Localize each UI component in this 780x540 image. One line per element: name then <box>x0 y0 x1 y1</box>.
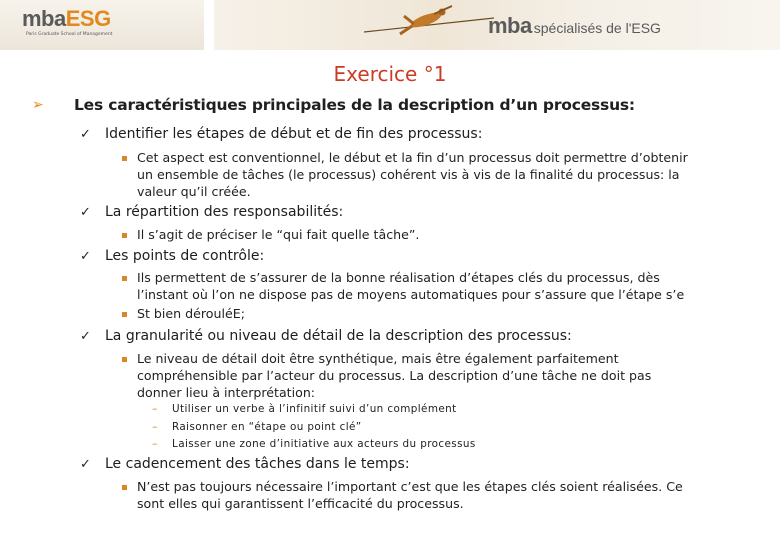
sub-bullet-text: Utiliser un verbe à l’infinitif suivi d’un complément <box>172 403 457 415</box>
section-label: Le cadencement des tâches dans le temps: <box>105 456 410 472</box>
section-label: La répartition des responsabilités: <box>105 204 344 220</box>
mba-tagline <box>488 13 661 39</box>
bullet-text: N’est pas toujours nécessaire l’important c’est que les étapes clés soient réalisées. Ce <box>137 479 683 494</box>
dash-bullet-icon: – <box>152 420 158 433</box>
bullet-text: compréhensible par l’acteur du processus. La description d’une tâche ne doit pas <box>137 368 652 383</box>
main-heading: Les caractéristiques principales de la description d’un processus: <box>74 96 635 114</box>
bullet-text: Cet aspect est conventionnel, le début et la fin d’un processus doit permettre d’obtenir <box>137 150 688 165</box>
dash-bullet-icon: – <box>152 402 158 415</box>
checkmark-icon: ✓ <box>80 457 91 472</box>
square-bullet-icon <box>122 276 127 281</box>
section-label: Identifier les étapes de début et de fin des processus: <box>105 126 483 142</box>
bullet-text: l’instant où l’on ne dispose pas de moyens automatiques pour s’assure que l’étape s’e <box>137 287 685 302</box>
bullet-text: valeur qu’il créée. <box>137 184 251 199</box>
bullet-text: donner lieu à interprétation: <box>137 385 316 400</box>
logo-mba-text: mba <box>22 6 66 31</box>
pole-vaulter-image <box>364 0 494 50</box>
page-title: Exercice °1 <box>333 62 447 86</box>
bullet-text: sont elles qui garantissent l’efficacité du processus. <box>137 496 464 511</box>
square-bullet-icon <box>122 156 127 161</box>
mba-esg-logo <box>0 0 204 50</box>
logo-subtitle: Paris Graduate School of Management <box>26 32 113 37</box>
logo-esg-text: ESG <box>65 6 111 31</box>
bullet-text: Le niveau de détail doit être synthétique, mais être également parfaitement <box>137 351 619 366</box>
bullet-text: Ils permettent de s’assurer de la bonne réalisation d’étapes clés du processus, dès <box>137 270 660 285</box>
bullet-text: un ensemble de tâches (le processus) cohérent vis à vis de la finalité du processus: la <box>137 167 680 182</box>
bullet-text: St bien dérouléE; <box>137 306 245 321</box>
bullet-text: Il s’agit de préciser le “qui fait quelle tâche”. <box>137 227 420 242</box>
square-bullet-icon <box>122 357 127 362</box>
arrow-bullet-icon: ➢ <box>32 97 44 113</box>
tagline-text: spécialisés de l'ESG <box>533 20 661 36</box>
header-banner <box>0 0 780 50</box>
square-bullet-icon <box>122 485 127 490</box>
dash-bullet-icon: – <box>152 437 158 450</box>
square-bullet-icon <box>122 233 127 238</box>
checkmark-icon: ✓ <box>80 127 91 142</box>
sub-bullet-text: Laisser une zone d’initiative aux acteurs du processus <box>172 438 476 450</box>
sub-bullet-text: Raisonner en “étape ou point clé” <box>172 421 362 433</box>
square-bullet-icon <box>122 312 127 317</box>
tagline-mba: mba <box>488 13 532 38</box>
section-label: La granularité ou niveau de détail de la description des processus: <box>105 328 572 344</box>
checkmark-icon: ✓ <box>80 249 91 264</box>
checkmark-icon: ✓ <box>80 205 91 220</box>
checkmark-icon: ✓ <box>80 329 91 344</box>
section-label: Les points de contrôle: <box>105 248 265 264</box>
